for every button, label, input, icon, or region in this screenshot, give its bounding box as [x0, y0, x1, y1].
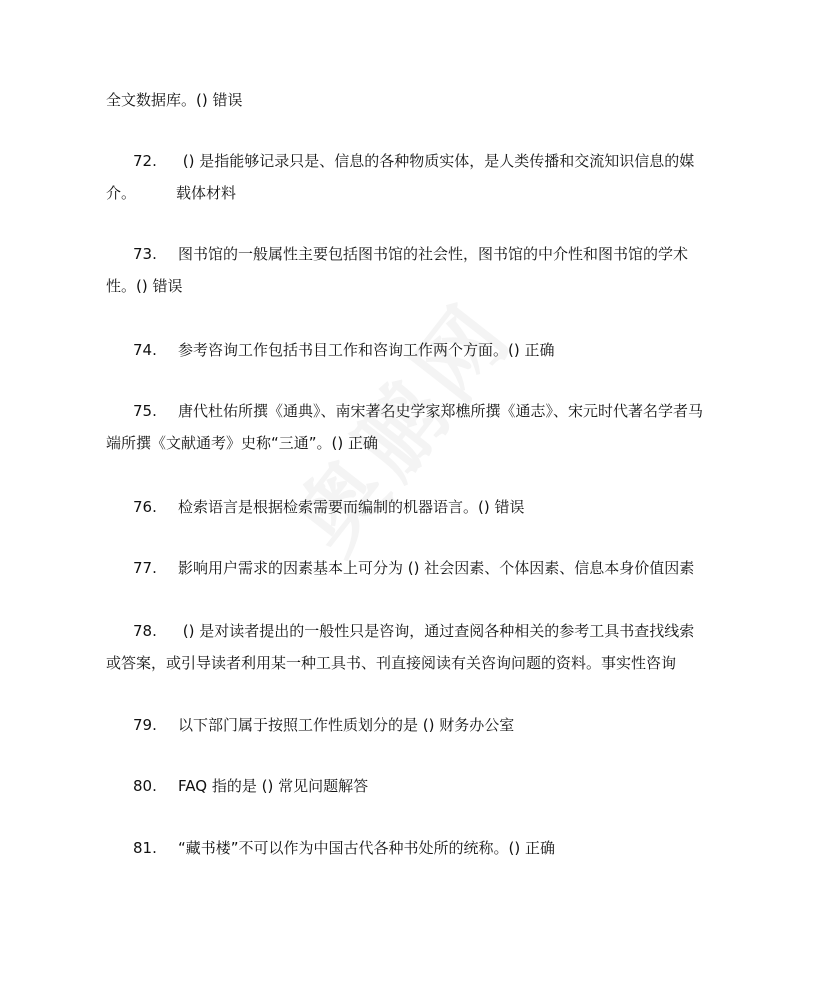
item-76 [133, 496, 763, 518]
item-number: 81. [133, 839, 157, 857]
item-text: 端所撰《文献通考》史称“三通”。() 正确 [106, 434, 379, 452]
watermark-text [261, 270, 536, 573]
item-72-line1 [133, 150, 763, 172]
item-81 [133, 837, 763, 859]
item-number: 78. [133, 622, 157, 640]
item-72-line2 [106, 182, 736, 204]
item-number: 72. [133, 152, 157, 170]
item-text: 以下部门属于按照工作性质划分的是 () 财务办公室 [178, 716, 515, 734]
item-text: () 是指能够记录只是、信息的各种物质实体，是人类传播和交流知识信息的媒 [178, 152, 695, 170]
item-78-line2 [106, 652, 736, 674]
item-75-line1 [133, 400, 763, 422]
item-text: “藏书楼”不可以作为中国古代各种书处所的统称。() 正确 [178, 839, 556, 857]
item-74 [133, 339, 763, 361]
item-text: 介。 [106, 184, 137, 202]
item-71-continuation [106, 89, 736, 111]
item-73-line2 [106, 275, 736, 297]
item-number: 77. [133, 559, 157, 577]
item-number: 80. [133, 777, 157, 795]
item-78-line1 [133, 620, 763, 642]
item-text: FAQ 指的是 () 常见问题解答 [178, 777, 369, 795]
item-number: 73. [133, 245, 157, 263]
item-75-line2 [106, 432, 736, 454]
item-number: 75. [133, 402, 157, 420]
item-text: 全文数据库。() 错误 [106, 91, 243, 109]
item-text: 图书馆的一般属性主要包括图书馆的社会性，图书馆的中介性和图书馆的学术 [178, 245, 689, 263]
item-77 [133, 557, 763, 579]
item-73-line1 [133, 243, 763, 265]
item-80 [133, 775, 763, 797]
item-number: 79. [133, 716, 157, 734]
item-text: 参考咨询工作包括书目工作和咨询工作两个方面。() 正确 [178, 341, 555, 359]
item-text: 检索语言是根据检索需要而编制的机器语言。() 错误 [178, 498, 525, 516]
item-text: 影响用户需求的因素基本上可分为 () 社会因素、个体因素、信息本身价值因素 [178, 559, 695, 577]
item-text: 唐代杜佑所撰《通典》、南宋著名史学家郑樵所撰《通志》、宋元时代著名学者马 [178, 402, 704, 420]
item-text: 或答案，或引导读者利用某一种工具书、刊直接阅读有关咨询问题的资料。事实性咨询 [106, 654, 677, 672]
item-text: 性。() 错误 [106, 277, 183, 295]
item-text: () 是对读者提出的一般性只是咨询，通过查阅各种相关的参考工具书查找线索 [178, 622, 695, 640]
item-79 [133, 714, 763, 736]
item-number: 74. [133, 341, 157, 359]
item-number: 76. [133, 498, 157, 516]
item-answer: 载体材料 [176, 184, 237, 202]
